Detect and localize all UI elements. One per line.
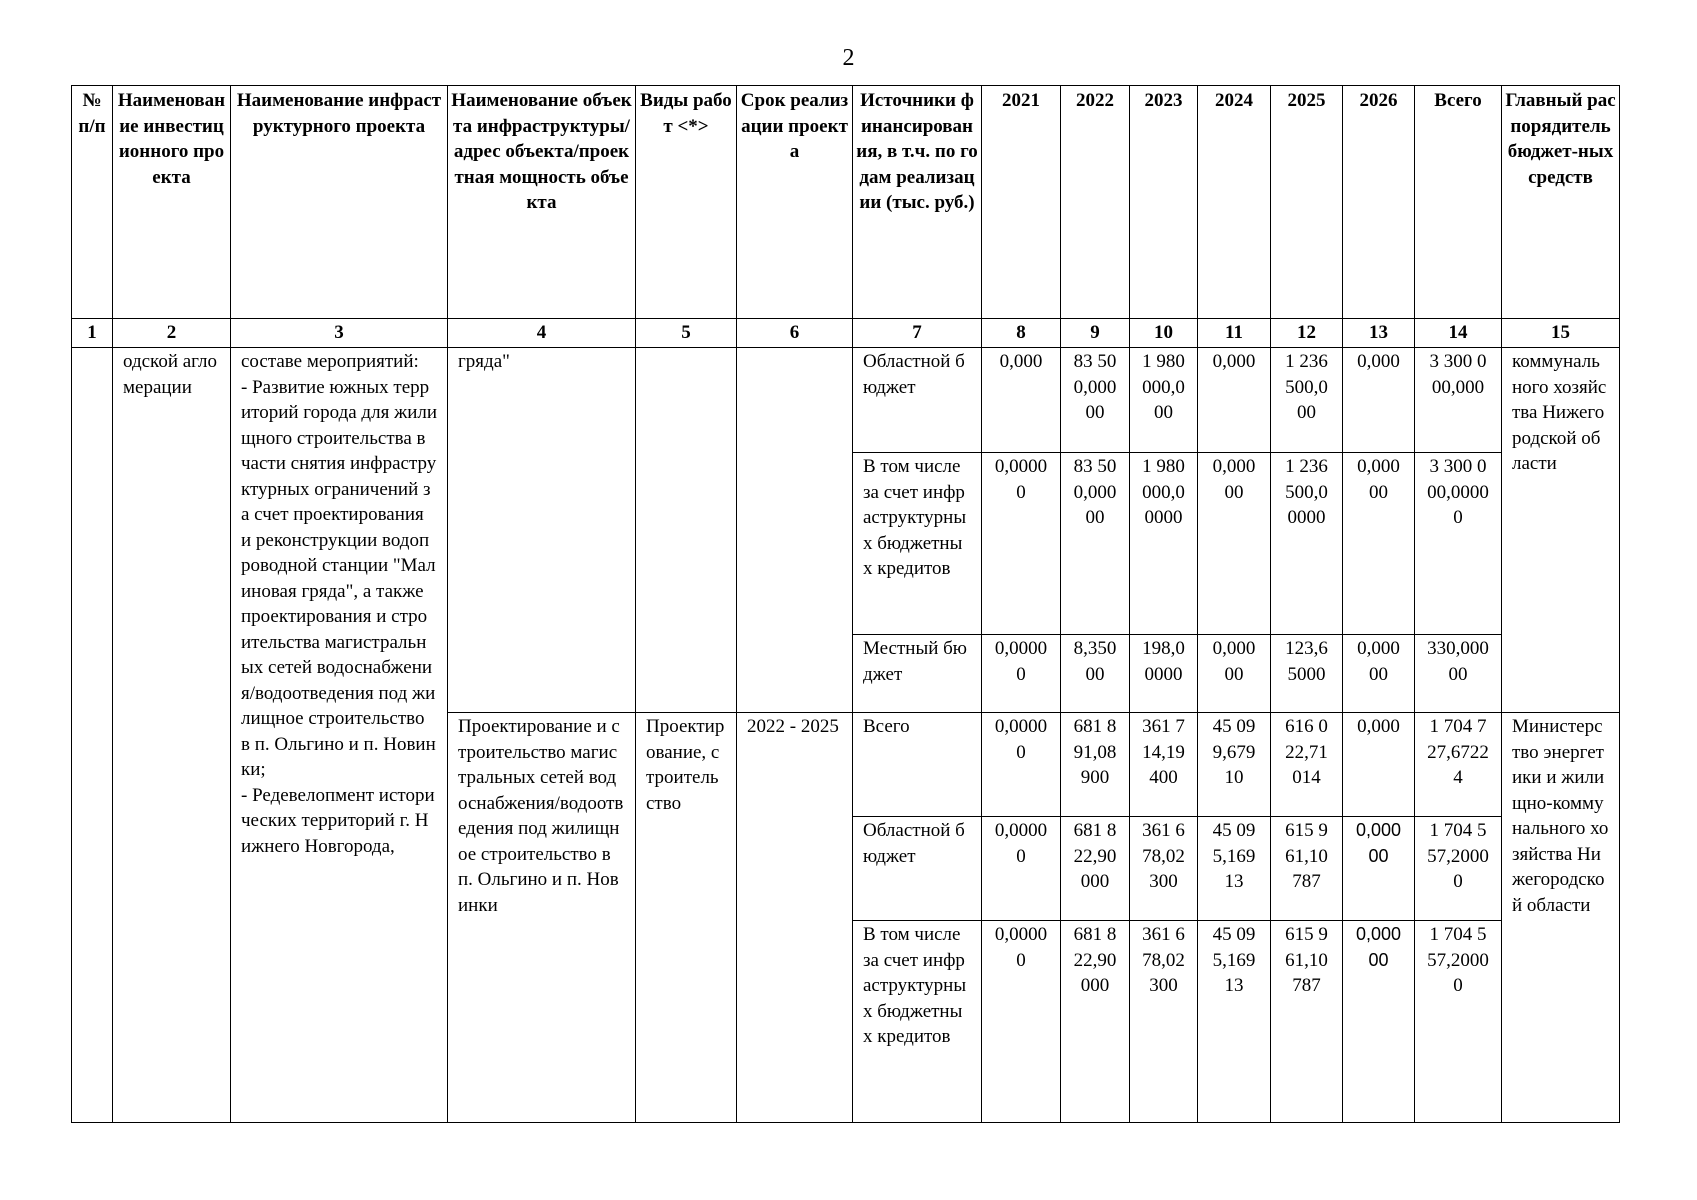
funding-source-cell: В том числе за счет инфраструктурных бюджетных кредитов bbox=[853, 453, 982, 635]
value-2026: 0,000 bbox=[1343, 348, 1415, 453]
value-total: 330,00000 bbox=[1415, 635, 1502, 713]
header-cell: Наименование инвестиционного проекта bbox=[113, 86, 231, 319]
header-cell: Главный распорядитель бюджет-ных средств bbox=[1502, 86, 1620, 319]
object-cell: Проектирование и строительство магистральных сетей водоснабжения/водоотведения под жилищное строительство в п. Ольгино и п. Новинки bbox=[448, 713, 636, 1123]
period-cell bbox=[737, 348, 853, 713]
column-number: 15 bbox=[1502, 319, 1620, 348]
column-number: 6 bbox=[737, 319, 853, 348]
header-cell: Виды работ <*> bbox=[636, 86, 737, 319]
value-2022: 83 500,00000 bbox=[1061, 348, 1130, 453]
header-cell: 2022 bbox=[1061, 86, 1130, 319]
column-number: 4 bbox=[448, 319, 636, 348]
value-2024: 45 095,16913 bbox=[1198, 921, 1271, 1123]
funding-source-cell: Всего bbox=[853, 713, 982, 817]
header-cell: № п/п bbox=[72, 86, 113, 319]
column-number: 7 bbox=[853, 319, 982, 348]
value-2022: 681 822,90000 bbox=[1061, 921, 1130, 1123]
header-cell: 2025 bbox=[1271, 86, 1343, 319]
distributor-cell: Министерство энергетики и жилищно-коммунального хозяйства Нижегородской области bbox=[1502, 713, 1620, 1123]
column-number: 14 bbox=[1415, 319, 1502, 348]
value-2021: 0,00000 bbox=[982, 635, 1061, 713]
value-2025: 123,65000 bbox=[1271, 635, 1343, 713]
value-2023: 1 980 000,000 bbox=[1130, 348, 1198, 453]
investment-project-cell: одской агломерации bbox=[113, 348, 231, 1123]
funding-source-cell: Областной бюджет bbox=[853, 348, 982, 453]
header-cell: 2023 bbox=[1130, 86, 1198, 319]
page-number: 2 bbox=[842, 45, 855, 71]
header-cell: Источники финансирования, в т.ч. по годам реализации (тыс. руб.) bbox=[853, 86, 982, 319]
header-cell: Наименование объекта инфраструктуры/адрес объекта/проектная мощность объекта bbox=[448, 86, 636, 319]
value-2023: 1 980 000,00000 bbox=[1130, 453, 1198, 635]
value-2026: 0,00000 bbox=[1343, 453, 1415, 635]
table-row bbox=[72, 348, 1620, 453]
value-2021: 0,00000 bbox=[982, 453, 1061, 635]
value-2023: 361 678,02300 bbox=[1130, 921, 1198, 1123]
value-2023: 361 714,19400 bbox=[1130, 713, 1198, 817]
value-2026: 0,00000 bbox=[1343, 817, 1415, 921]
value-total: 1 704 727,67224 bbox=[1415, 713, 1502, 817]
column-number: 13 bbox=[1343, 319, 1415, 348]
header-cell: 2024 bbox=[1198, 86, 1271, 319]
value-2023: 361 678,02300 bbox=[1130, 817, 1198, 921]
period-cell: 2022 - 2025 bbox=[737, 713, 853, 1123]
value-2024: 0,000 bbox=[1198, 348, 1271, 453]
value-2023: 198,00000 bbox=[1130, 635, 1198, 713]
infrastructure-project-cell: составе мероприятий: - Развитие южных территорий города для жилищного строительства в части снятия инфраструктурных ограничений за счет проектирования и реконструкции водопроводной станции "Малиновая гряда", а также проектирования и строительства магистральных сетей водоснабжения/водоотведения под жилищное строительство в п. Ольгино и п. Новинки; - Редевелопмент исторических территорий г. Нижнего Новгорода, bbox=[231, 348, 448, 1123]
value-2025: 1 236 500,00000 bbox=[1271, 453, 1343, 635]
value-total: 1 704 557,20000 bbox=[1415, 921, 1502, 1123]
value-2021: 0,000 bbox=[982, 348, 1061, 453]
header-cell: Срок реализации проекта bbox=[737, 86, 853, 319]
value-total: 3 300 000,000 bbox=[1415, 348, 1502, 453]
value-total: 3 300 000,00000 bbox=[1415, 453, 1502, 635]
value-2026: 0,00000 bbox=[1343, 921, 1415, 1123]
value-2022: 8,35000 bbox=[1061, 635, 1130, 713]
value-2024: 45 099,67910 bbox=[1198, 713, 1271, 817]
work-type-cell bbox=[636, 348, 737, 713]
column-number: 2 bbox=[113, 319, 231, 348]
value-2025: 1 236 500,000 bbox=[1271, 348, 1343, 453]
value-2022: 681 822,90000 bbox=[1061, 817, 1130, 921]
column-number: 1 bbox=[72, 319, 113, 348]
value-2021: 0,00000 bbox=[982, 817, 1061, 921]
investment-projects-table bbox=[71, 85, 1620, 1123]
value-2024: 0,00000 bbox=[1198, 635, 1271, 713]
value-2025: 615 961,10787 bbox=[1271, 817, 1343, 921]
row-number-cell bbox=[72, 348, 113, 1123]
funding-source-cell: Местный бюджет bbox=[853, 635, 982, 713]
column-number: 10 bbox=[1130, 319, 1198, 348]
column-number: 11 bbox=[1198, 319, 1271, 348]
funding-source-cell: Областной бюджет bbox=[853, 817, 982, 921]
column-number: 12 bbox=[1271, 319, 1343, 348]
work-type-cell: Проектирование, строительство bbox=[636, 713, 737, 1123]
value-2022: 681 891,08900 bbox=[1061, 713, 1130, 817]
value-2026: 0,000 bbox=[1343, 713, 1415, 817]
column-number-row bbox=[72, 319, 1620, 348]
value-total: 1 704 557,20000 bbox=[1415, 817, 1502, 921]
object-cell: гряда" bbox=[448, 348, 636, 713]
value-2022: 83 500,00000 bbox=[1061, 453, 1130, 635]
header-cell: Наименование инфраструктурного проекта bbox=[231, 86, 448, 319]
column-number: 3 bbox=[231, 319, 448, 348]
value-2021: 0,00000 bbox=[982, 921, 1061, 1123]
value-2025: 616 022,71014 bbox=[1271, 713, 1343, 817]
value-2024: 0,00000 bbox=[1198, 453, 1271, 635]
funding-source-cell: В том числе за счет инфраструктурных бюджетных кредитов bbox=[853, 921, 982, 1123]
table-header-row bbox=[72, 86, 1620, 319]
value-2021: 0,00000 bbox=[982, 713, 1061, 817]
value-2025: 615 961,10787 bbox=[1271, 921, 1343, 1123]
header-cell: 2026 bbox=[1343, 86, 1415, 319]
header-cell: 2021 bbox=[982, 86, 1061, 319]
column-number: 9 bbox=[1061, 319, 1130, 348]
value-2024: 45 095,16913 bbox=[1198, 817, 1271, 921]
distributor-cell: коммунального хозяйства Нижегородской области bbox=[1502, 348, 1620, 713]
header-cell: Всего bbox=[1415, 86, 1502, 319]
column-number: 8 bbox=[982, 319, 1061, 348]
value-2026: 0,00000 bbox=[1343, 635, 1415, 713]
column-number: 5 bbox=[636, 319, 737, 348]
